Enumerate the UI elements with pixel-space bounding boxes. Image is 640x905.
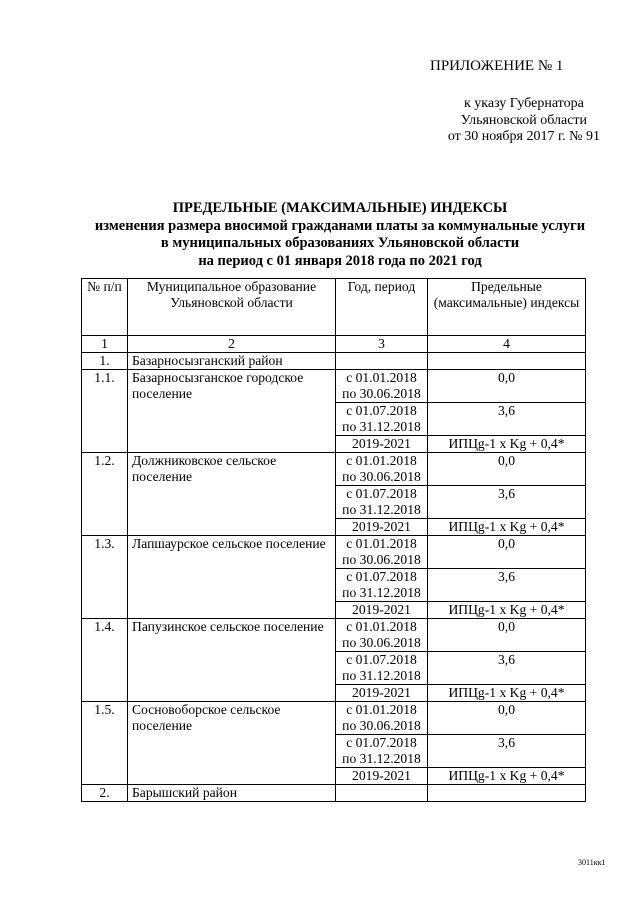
period-3: 2019-2021	[336, 436, 428, 453]
period-2-cell	[336, 569, 428, 602]
header-number: № п/п	[82, 279, 128, 336]
col-number-3: 3	[336, 336, 428, 353]
col-number-4: 4	[428, 336, 586, 353]
period-2-from: с 01.07.2018	[346, 403, 417, 418]
settlement-number: 1.5.	[82, 702, 128, 785]
col-number-1: 1	[82, 336, 128, 353]
header-period: Год, период	[336, 279, 428, 336]
period-1-value: 0,0	[428, 619, 586, 652]
period-3-value: ИПЦg-1 x Kg + 0,4*	[428, 602, 586, 619]
period-1-from: с 01.01.2018	[346, 536, 417, 551]
period-2-to: по 31.12.2018	[342, 419, 421, 434]
period-1-from: с 01.01.2018	[346, 453, 417, 468]
table-header-row	[82, 279, 586, 336]
settlement-name: Папузинское сельское поселение	[128, 619, 336, 702]
header-municipality: Муниципальное образование Ульяновской области	[128, 279, 336, 336]
period-2-value: 3,6	[428, 486, 586, 519]
period-3-value: ИПЦg-1 x Kg + 0,4*	[428, 436, 586, 453]
indices-table	[81, 278, 586, 802]
settlement-name: Лапшаурское сельское поселение	[128, 536, 336, 619]
settlement-row	[82, 619, 586, 652]
decree-line-1: к указу Губернатора	[463, 96, 584, 111]
period-1-value: 0,0	[428, 453, 586, 486]
period-2-cell	[336, 735, 428, 768]
period-2-to: по 31.12.2018	[342, 751, 421, 766]
period-3-value: ИПЦg-1 x Kg + 0,4*	[428, 685, 586, 702]
period-1-to: по 30.06.2018	[342, 552, 421, 567]
title-line-1: ПРЕДЕЛЬНЫЕ (МАКСИМАЛЬНЫЕ) ИНДЕКСЫ	[172, 200, 508, 216]
period-1-from: с 01.01.2018	[346, 702, 417, 717]
period-3-value: ИПЦg-1 x Kg + 0,4*	[428, 519, 586, 536]
period-2-value: 3,6	[428, 403, 586, 436]
period-2-from: с 01.07.2018	[346, 486, 417, 501]
period-2-to: по 31.12.2018	[342, 668, 421, 683]
period-1-cell	[336, 453, 428, 486]
period-2-cell	[336, 652, 428, 685]
appendix-label: ПРИЛОЖЕНИЕ № 1	[430, 58, 564, 74]
district-number: 1.	[82, 353, 128, 370]
period-2-value: 3,6	[428, 735, 586, 768]
settlement-row	[82, 370, 586, 403]
period-1-to: по 30.06.2018	[342, 635, 421, 650]
settlement-number: 1.3.	[82, 536, 128, 619]
period-3: 2019-2021	[336, 768, 428, 785]
title-line-3: в муниципальных образованиях Ульяновской области	[160, 235, 520, 251]
period-1-to: по 30.06.2018	[342, 718, 421, 733]
district-row	[82, 785, 586, 802]
period-1-from: с 01.01.2018	[346, 619, 417, 634]
title-line-2: изменения размера вносимой гражданами платы за коммунальные услуги	[94, 217, 586, 234]
settlement-row	[82, 536, 586, 569]
period-2-cell	[336, 403, 428, 436]
period-1-value: 0,0	[428, 370, 586, 403]
period-2-from: с 01.07.2018	[346, 652, 417, 667]
period-1-cell	[336, 370, 428, 403]
period-1-cell	[336, 536, 428, 569]
settlement-number: 1.4.	[82, 619, 128, 702]
settlement-row	[82, 453, 586, 486]
settlement-number: 1.1.	[82, 370, 128, 453]
title-line-4: на период с 01 января 2018 года по 2021 год	[198, 252, 482, 269]
settlement-number: 1.2.	[82, 453, 128, 536]
settlement-name: Должниковское сельское поселение	[128, 453, 336, 536]
decree-line-2: Ульяновской области	[460, 112, 588, 128]
footer-code: 3011кк1	[578, 858, 606, 867]
period-3: 2019-2021	[336, 685, 428, 702]
decree-line-3: от 30 ноября 2017 г. № 91	[447, 129, 600, 144]
period-2-to: по 31.12.2018	[342, 585, 421, 600]
period-1-to: по 30.06.2018	[342, 469, 421, 484]
period-2-from: с 01.07.2018	[346, 735, 417, 750]
header-indices: Предельные (максимальные) индексы	[428, 279, 586, 336]
period-1-cell	[336, 619, 428, 652]
settlement-row	[82, 702, 586, 735]
period-3-value: ИПЦg-1 x Kg + 0,4*	[428, 768, 586, 785]
district-name: Базарносызганский район	[128, 353, 336, 370]
settlements-body	[82, 370, 586, 785]
period-1-value: 0,0	[428, 702, 586, 735]
period-2-cell	[336, 486, 428, 519]
district-name: Барышский район	[128, 785, 336, 802]
period-2-value: 3,6	[428, 652, 586, 685]
district-number: 2.	[82, 785, 128, 802]
period-2-value: 3,6	[428, 569, 586, 602]
settlement-name: Сосновоборское сельское поселение	[128, 702, 336, 785]
period-3: 2019-2021	[336, 519, 428, 536]
column-numbers-row	[82, 336, 586, 353]
period-1-to: по 30.06.2018	[342, 386, 421, 401]
document-title	[60, 200, 620, 270]
period-3: 2019-2021	[336, 602, 428, 619]
period-2-from: с 01.07.2018	[346, 569, 417, 584]
period-1-value: 0,0	[428, 536, 586, 569]
settlement-name: Базарносызганское городское поселение	[128, 370, 336, 453]
decree-reference	[448, 96, 600, 146]
period-2-to: по 31.12.2018	[342, 502, 421, 517]
district-row	[82, 353, 586, 370]
period-1-cell	[336, 702, 428, 735]
col-number-2: 2	[128, 336, 336, 353]
period-1-from: с 01.01.2018	[346, 370, 417, 385]
